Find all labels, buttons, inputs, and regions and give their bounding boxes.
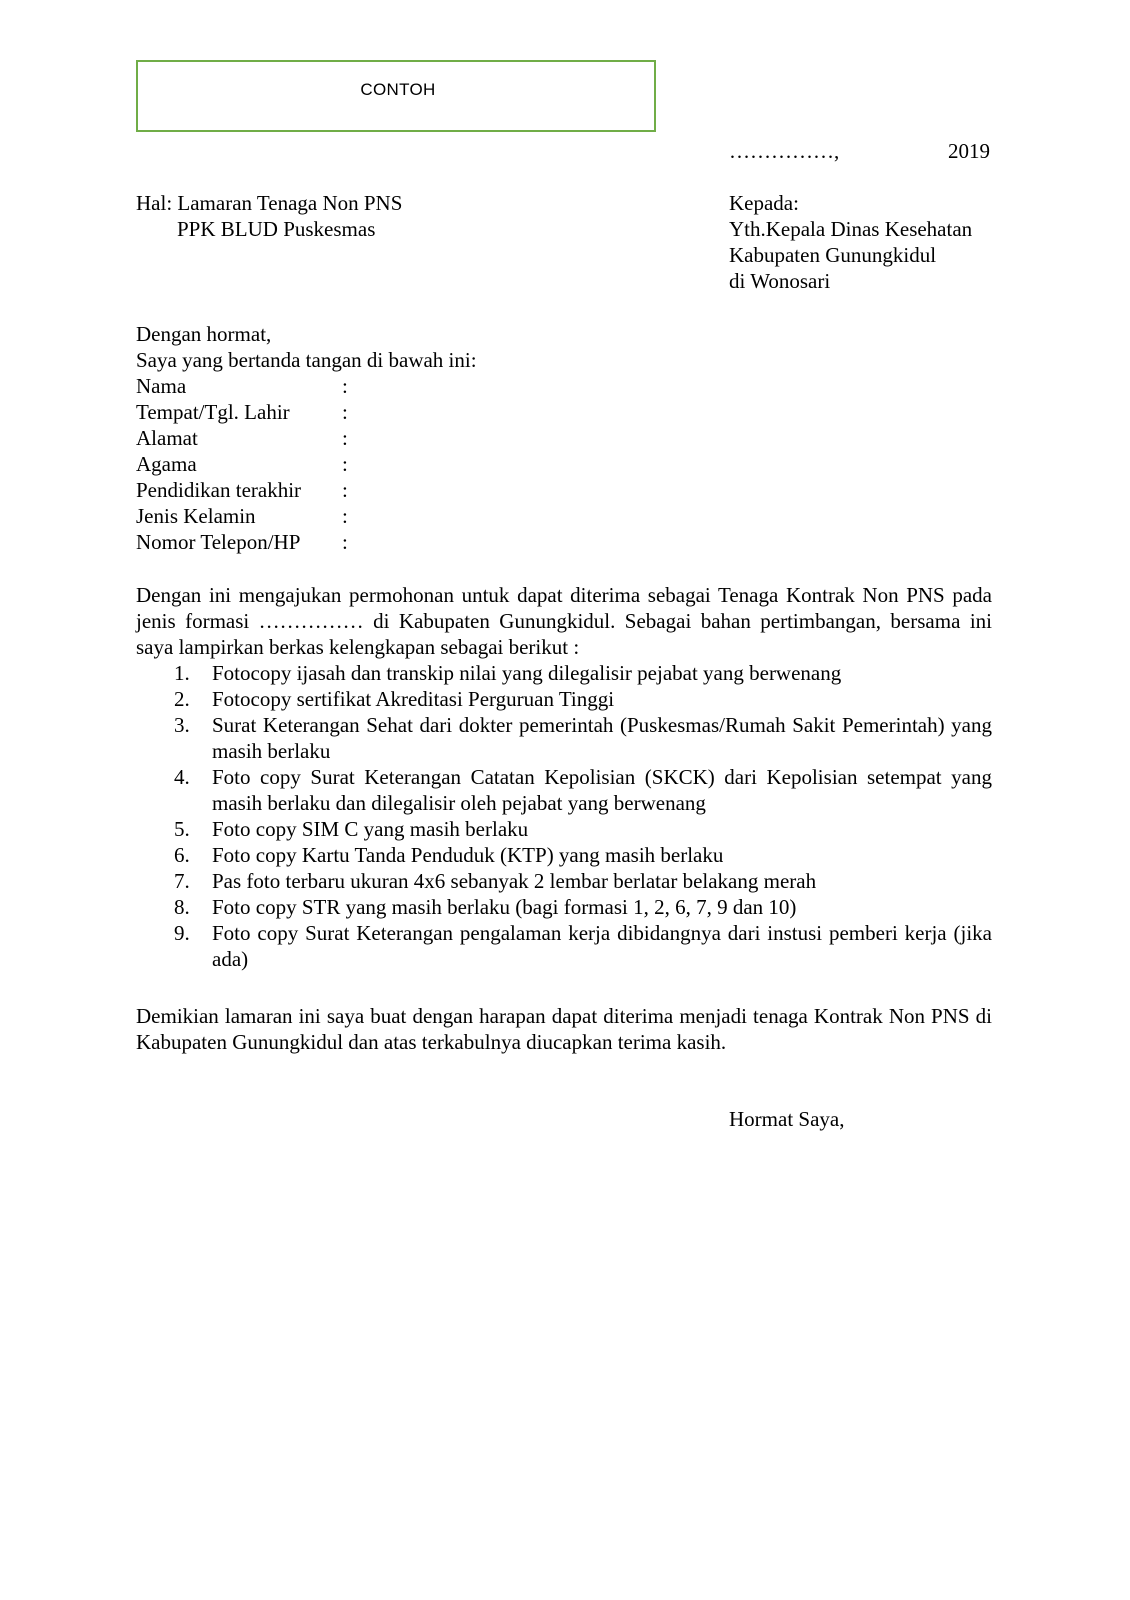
list-number: 9. (174, 921, 190, 945)
list-text: Foto copy Surat Keterangan Catatan Kepolisian (SKCK) dari Kepolisian setempat yang masih berlaku dan dilegalisir oleh pejabat yang berwenang (212, 765, 992, 815)
subject-line-1: Hal: Lamaran Tenaga Non PNS (136, 191, 403, 215)
greeting: Dengan hormat, (136, 322, 272, 346)
field-label: Pendidikan terakhir (136, 478, 302, 502)
list-number: 1. (174, 661, 190, 685)
field-colon: : (342, 452, 348, 476)
attachment-list (136, 660, 992, 972)
closing-salutation: Hormat Saya, (729, 1107, 845, 1131)
recipient-line: Kepada: (729, 191, 799, 215)
date-placeholder: ……………, (729, 139, 840, 163)
list-number: 5. (174, 817, 190, 841)
list-item (136, 868, 992, 894)
application-paragraph: Dengan ini mengajukan permohonan untuk dapat diterima sebagai Tenaga Kontrak Non PNS pada jenis formasi …………… di Kabupaten Gunungkidul. Sebagai bahan pertimbangan, bersama ini saya lampirkan berkas kelengkapan sebagai berikut : (136, 583, 992, 659)
list-item (136, 660, 992, 686)
sample-stamp-label: CONTOH (360, 80, 436, 99)
list-item (136, 686, 992, 712)
list-number: 8. (174, 895, 190, 919)
field-label: Nama (136, 374, 187, 398)
field-colon: : (342, 478, 348, 502)
field-colon: : (342, 426, 348, 450)
recipient-line: Yth.Kepala Dinas Kesehatan (729, 217, 973, 241)
list-text: Foto copy SIM C yang masih berlaku (212, 817, 529, 841)
list-text: Fotocopy sertifikat Akreditasi Perguruan Tinggi (212, 687, 615, 711)
subject-line-2: PPK BLUD Puskesmas (177, 217, 376, 241)
list-number: 7. (174, 869, 190, 893)
list-number: 3. (174, 713, 190, 737)
list-text: Fotocopy ijasah dan transkip nilai yang dilegalisir pejabat yang berwenang (212, 661, 842, 685)
list-text: Foto copy Surat Keterangan pengalaman kerja dibidangnya dari instusi pemberi kerja (jika ada) (212, 921, 992, 971)
closing-paragraph: Demikian lamaran ini saya buat dengan harapan dapat diterima menjadi tenaga Kontrak Non PNS di Kabupaten Gunungkidul dan atas terkabulnya diucapkan terima kasih. (136, 1004, 992, 1054)
list-number: 4. (174, 765, 190, 789)
list-item (136, 894, 992, 920)
field-colon: : (342, 400, 348, 424)
list-text: Foto copy STR yang masih berlaku (bagi formasi 1, 2, 6, 7, 9 dan 10) (212, 895, 797, 919)
field-label: Agama (136, 452, 197, 476)
date-year: 2019 (948, 139, 990, 163)
list-item (136, 842, 992, 868)
list-number: 6. (174, 843, 190, 867)
field-label: Tempat/Tgl. Lahir (136, 400, 290, 424)
list-number: 2. (174, 687, 190, 711)
list-item (136, 816, 992, 842)
list-item (136, 920, 992, 972)
list-item (136, 712, 992, 764)
field-label: Alamat (136, 426, 198, 450)
recipient-line: Kabupaten Gunungkidul (729, 243, 937, 267)
intro-text: Saya yang bertanda tangan di bawah ini: (136, 348, 477, 372)
field-colon: : (342, 504, 348, 528)
list-text: Foto copy Kartu Tanda Penduduk (KTP) yang masih berlaku (212, 843, 724, 867)
list-text: Surat Keterangan Sehat dari dokter pemerintah (Puskesmas/Rumah Sakit Pemerintah) yang masih berlaku (212, 713, 992, 763)
field-colon: : (342, 374, 348, 398)
recipient-line: di Wonosari (729, 269, 831, 293)
field-label: Jenis Kelamin (136, 504, 256, 528)
list-text: Pas foto terbaru ukuran 4x6 sebanyak 2 lembar berlatar belakang merah (212, 869, 817, 893)
recipient-block (729, 190, 972, 294)
field-label: Nomor Telepon/HP (136, 530, 301, 554)
field-colon: : (342, 530, 348, 554)
list-item (136, 764, 992, 816)
sample-stamp-box (136, 60, 656, 132)
